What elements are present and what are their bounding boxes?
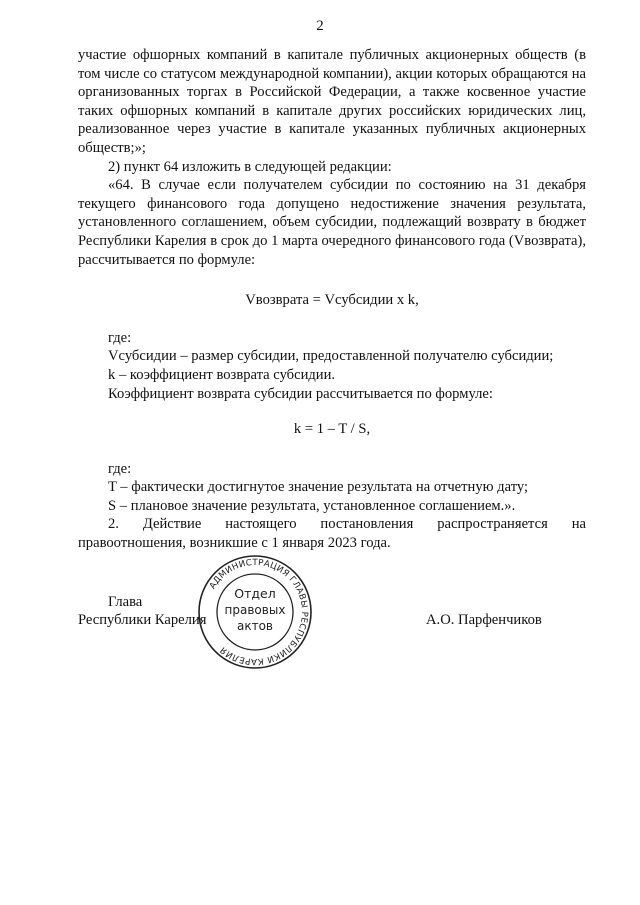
- stamp-line1: Отдел: [234, 586, 276, 601]
- stamp-line2: правовых: [224, 603, 286, 617]
- definition-s: S – плановое значение результата, установленное соглашением.».: [108, 497, 516, 514]
- formula-coefficient: k = 1 – T / S,: [293, 421, 371, 438]
- paragraph-refund: «64. В случае если получателем субсидии по состоянию на 31 декабря текущего финансового года допущено недостижение значения результата, установленного соглашением, объем субсидии, подлежащий возврату в бюджет Республики Карелия в срок до 1 марта очередного финансового года (Vвозврата), рассчитывается по формуле:: [78, 177, 586, 268]
- stamp-line3: актов: [236, 619, 274, 633]
- coefficient-intro: Коэффициент возврата субсидии рассчитывается по формуле:: [108, 385, 493, 402]
- official-stamp: [196, 553, 314, 671]
- paragraph-item-2-line1: 2. Действие настоящего постановления распространяется на: [108, 516, 586, 533]
- page-number: 2: [316, 18, 324, 34]
- where-label-1: где:: [108, 329, 132, 346]
- signature-title-line2: Республики Карелия: [78, 612, 207, 628]
- where-label-2: где:: [108, 460, 132, 477]
- signature-title-line1: Глава: [108, 594, 143, 610]
- definition-k: k – коэффициент возврата субсидии.: [108, 366, 336, 383]
- formula-refund: Vвозврата = Vсубсидии x k,: [245, 292, 419, 309]
- definition-vsubsidy: Vсубсидии – размер субсидии, предоставленной получателю субсидии;: [108, 348, 554, 365]
- definition-t: T – фактически достигнутое значение результата на отчетную дату;: [108, 479, 529, 496]
- document-body: [78, 46, 586, 553]
- paragraph-offshore: участие офшорных компаний в капитале публичных акционерных обществ (в том числе со статусом международной компании), акции которых обращаются на организованных торгах в Российской Федерации, а также косвенное участие таких офшорных компаний в капитале других российских юридических лиц, реализованное через участие в капитале указанных публичных акционерных обществ;»;: [78, 47, 586, 156]
- signature-name: А.О. Парфенчиков: [426, 612, 542, 628]
- paragraph-item-64: 2) пункт 64 изложить в следующей редакции:: [108, 158, 392, 175]
- paragraph-item-2-line2: правоотношения, возникшие с 1 января 2023 года.: [78, 535, 391, 552]
- stamp-ring-text: АДМИНИСТРАЦИЯ ГЛАВЫ РЕСПУБЛИКИ КАРЕЛИЯ: [207, 557, 310, 667]
